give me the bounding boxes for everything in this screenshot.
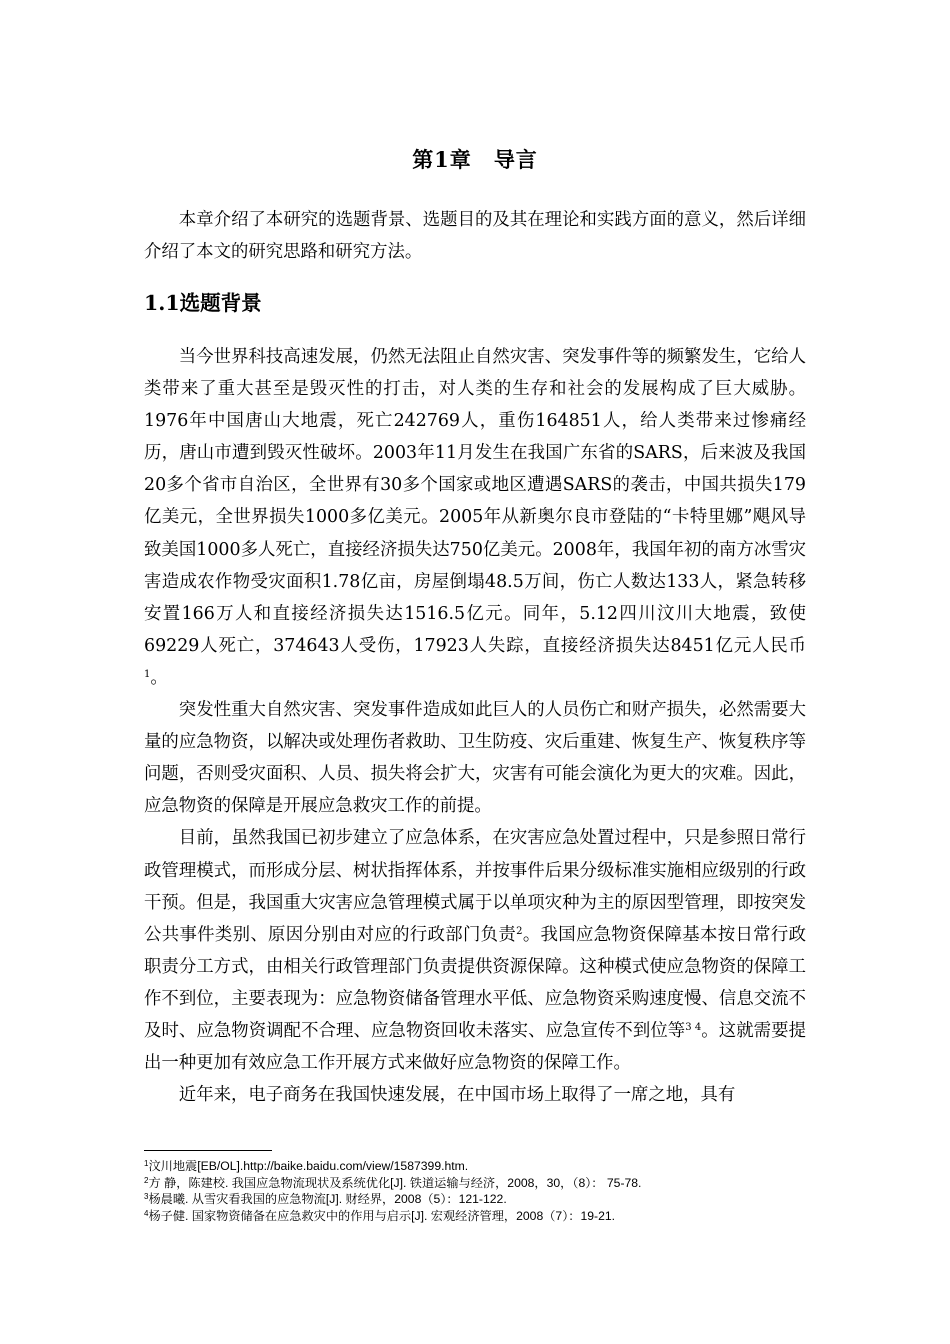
chapter-title: [0, 144, 950, 176]
footnote: $^2$方 静，陈建校. 我国应急物流现状及系统优化[J]. 铁道运输与经济，2008，30，（8）： 75-78.: [144, 1175, 642, 1190]
footnotes: [144, 1158, 844, 1224]
footnote-ref[interactable]: 3 4: [685, 1021, 702, 1033]
chapter-name: 导言: [493, 147, 538, 172]
section-body: [144, 341, 806, 1111]
footnote: $^4$杨子健. 国家物资储备在应急救灾中的作用与启示[J]. 宏观经济管理，2008（7）：19-21.: [144, 1208, 616, 1223]
body-paragraph: 当今世界科技高速发展，仍然无法阻止自然灾害、突发事件等的频繁发生，它给人类带来了重大甚至是毁灭性的打击，对人类的生存和社会的发展构成了巨大威胁。1976年中国唐山大地震，死亡242769人，重伤164851人，给人类带来过惨痛经历，唐山市遭到毁灭性破坏。2003年11月发生在我国广东省的SARS，后来波及我国20多个省市自治区，全世界有30多个国家或地区遭遇SARS的袭击，中国共损失179亿美元，全世界损失1000多亿美元。2005年从新奥尔良市登陆的“卡特里娜”飓风导致美国1000多人死亡，直接经济损失达750亿美元。2008年，我国年初的南方冰雪灾害造成农作物受灾面积1.78亿亩，房屋倒塌48.5万间，伤亡人数达133人，紧急转移安置166万人和直接经济损失达1516.5亿元。同年，5.12四川汶川大地震，致使69229人死亡，374643人受伤，17923人失踪，直接经济损失达8451亿元人民币$^1$。: [144, 347, 806, 688]
footnote: $^1$汶川地震[EB/OL].http://baike.baidu.com/view/1587399.htm.: [144, 1159, 469, 1173]
footnote-ref[interactable]: 1: [144, 668, 151, 680]
body-paragraph: 近年来，电子商务在我国快速发展，在中国市场上取得了一席之地，具有: [178, 1085, 736, 1106]
body-paragraph: 突发性重大自然灾害、突发事件造成如此巨人的人员伤亡和财产损失，必然需要大量的应急物资，以解决或处理伤者救助、卫生防疫、灾后重建、恢复生产、恢复秩序等问题，否则受灾面积、人员、损失将会扩大，灾害有可能会演化为更大的灾难。因此，应急物资的保障是开展应急救灾工作的前提。: [144, 700, 806, 817]
body-paragraph: 目前，虽然我国已初步建立了应急体系，在灾害应急处置过程中，只是参照日常行政管理模式，而形成分层、树状指挥体系，并按事件后果分级标准实施相应级别的行政干预。但是，我国重大灾害应急管理模式属于以单项灾种为主的原因型管理，即按突发公共事件类别、原因分别由对应的行政部门负责$^2$。我国应急物资保障基本按日常行政职责分工方式，由相关行政管理部门负责提供资源保障。这种模式使应急物资的保障工作不到位，主要表现为：应急物资储备管理水平低、应急物资采购速度慢、信息交流不及时、应急物资调配不合理、应急物资回收未落实、应急宣传不到位等$^{3 4}$。这就需要提出一种更加有效应急工作开展方式来做好应急物资的保障工作。: [144, 828, 806, 1074]
section-heading: 1.1选题背景: [144, 291, 262, 315]
chapter-intro: [144, 204, 806, 268]
footnote-ref[interactable]: 2: [516, 925, 523, 937]
intro-paragraph: 本章介绍了本研究的选题背景、选题目的及其在理论和实践方面的意义，然后详细介绍了本文的研究思路和研究方法。: [144, 210, 806, 263]
chapter-number: 第1章: [412, 147, 472, 172]
footnote-divider: [144, 1150, 272, 1151]
footnote: $^3$杨晨曦. 从雪灾看我国的应急物流[J]. 财经界，2008（5）：121-122.: [144, 1192, 507, 1206]
